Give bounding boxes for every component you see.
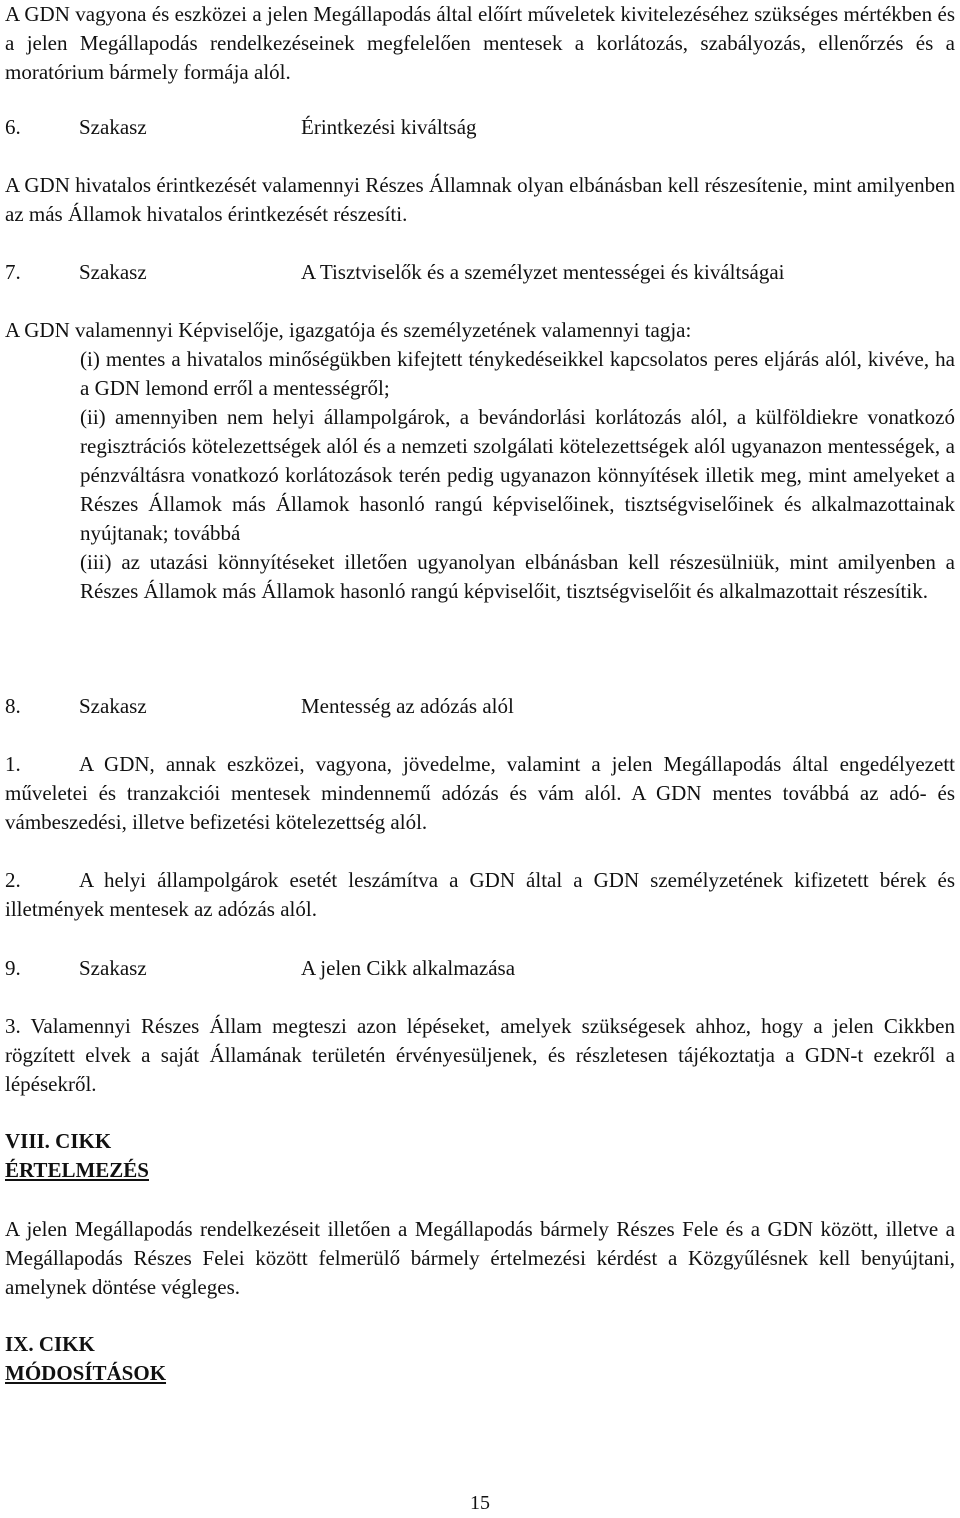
article-9-heading xyxy=(5,1330,166,1388)
section-6-body: A GDN hivatalos érintkezését valamennyi Részes Államnak olyan elbánásban kell részesítenie, mint amilyenben az más Államok hivatalos érintkezését részesíti. xyxy=(5,173,955,226)
section-7-heading xyxy=(5,258,784,287)
section-8-paragraph-2 xyxy=(5,866,955,924)
article-8-heading xyxy=(5,1127,149,1185)
section-8-paragraph-1 xyxy=(5,750,955,837)
article-label: IX. CIKK xyxy=(5,1332,95,1356)
section-number: 6. xyxy=(5,115,21,139)
article-label: VIII. CIKK xyxy=(5,1129,112,1153)
section-9-heading xyxy=(5,954,515,983)
section-9-paragraph-3: 3. Valamennyi Részes Állam megteszi azon lépéseket, amelyek szükségesek ahhoz, hogy a jelen Cikkben rögzített elvek a saját Államának területén érvényesüljenek, és részletesen tájékoztatja a GDN-t ezekről a lépésekről. xyxy=(5,1014,955,1096)
section-8-heading xyxy=(5,692,514,721)
section-7-lead: A GDN valamennyi Képviselője, igazgatója és személyzetének valamennyi tagja: xyxy=(5,318,692,342)
article-title: ÉRTELMEZÉS xyxy=(5,1158,149,1182)
section-number: 7. xyxy=(5,260,21,284)
section-number: 8. xyxy=(5,694,21,718)
section-title: Érintkezési kiváltság xyxy=(301,115,477,139)
section-word: Szakasz xyxy=(79,956,147,980)
section-word: Szakasz xyxy=(79,115,147,139)
article-title: MÓDOSÍTÁSOK xyxy=(5,1361,167,1385)
section-word: Szakasz xyxy=(79,694,147,718)
section-7-list xyxy=(80,345,955,606)
section-number: 9. xyxy=(5,956,21,980)
article-8-body: A jelen Megállapodás rendelkezéseit illetően a Megállapodás bármely Részes Fele és a GDN között, illetve a Megállapodás Részes Felei között felmerülő bármely értelmezési kérdést a Közgyűlésnek kell benyújtani, amelynek döntése végleges. xyxy=(5,1217,955,1299)
page-number: 15 xyxy=(470,1492,490,1514)
paragraph-number: 1. xyxy=(5,752,21,776)
paragraph-number: 2. xyxy=(5,868,21,892)
paragraph-text: A GDN, annak eszközei, vagyona, jövedelme, valamint a jelen Megállapodás által engedélyezett műveletei és tranzakciói mentesek mindennemű adózás és vám alól. A GDN mentes továbbá az adó- és vámbeszedési, illetve befizetési kötelezettség alól. xyxy=(5,752,955,834)
paragraph-text: A helyi állampolgárok esetét leszámítva a GDN által a GDN személyzetének kifizetett bérek és illetmények mentesek az adózás alól. xyxy=(5,868,955,921)
section-word: Szakasz xyxy=(79,260,147,284)
intro-paragraph: A GDN vagyona és eszközei a jelen Megállapodás által előírt műveletek kivitelezéséhez szükséges mértékben és a jelen Megállapodás rendelkezéseinek megfelelően mentesek a korlátozás, szabályozás, ellenőrzés és a moratórium bármely formája alól. xyxy=(5,2,955,84)
list-item: (ii) amennyiben nem helyi állampolgárok, a bevándorlási korlátozás alól, a külföldiekre vonatkozó regisztrációs kötelezettségek alól és a nemzeti szolgálati kötelezettségek alól ugyanazon mentességek, a pénzváltásra vonatkozó korlátozások terén pedig ugyanazon könnyítések illetik meg, mint amelyeket a Részes Államok más Államok hasonló rangú képviselőinek, tisztségviselőinek és alkalmazottainak nyújtanak; továbbá xyxy=(80,405,955,545)
list-item: (i) mentes a hivatalos minőségükben kifejtett ténykedéseikkel kapcsolatos peres eljárás alól, kivéve, ha a GDN lemond erről a mentességről; xyxy=(80,347,955,400)
section-title: Mentesség az adózás alól xyxy=(301,694,514,718)
list-item: (iii) az utazási könnyítéseket illetően ugyanolyan elbánásban kell részesülniük, mint amilyenben a Részes Államok más Államok hasonló rangú képviselőit, tisztségviselőit és alkalmazottait részesítik. xyxy=(80,550,955,603)
section-title: A Tisztviselők és a személyzet mentességei és kiváltságai xyxy=(301,260,785,284)
section-6-heading xyxy=(5,113,477,142)
section-title: A jelen Cikk alkalmazása xyxy=(301,956,516,980)
